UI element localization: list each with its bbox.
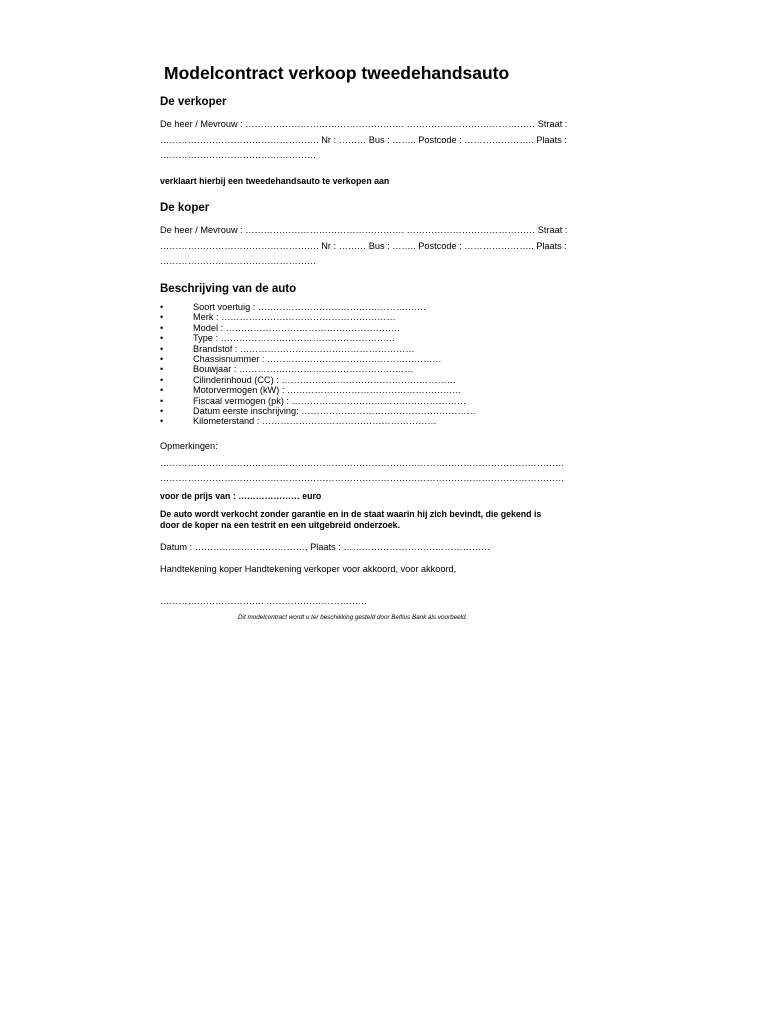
seller-fields: [160, 117, 590, 164]
item-chassis-number: Chassisnummer : …………………………………………………: [193, 354, 442, 365]
item-type: Type : …………………………………………………: [193, 333, 396, 344]
list-item: [160, 406, 476, 416]
signature-lines: ……………………………. ……………………………: [160, 596, 368, 606]
vehicle-details-list: [160, 302, 476, 427]
footnote: Dit modelcontract wordt u ter beschikking gesteld door Belfius Bank als voorbeeld.: [238, 614, 468, 621]
list-item: [160, 333, 476, 343]
buyer-fields: [160, 223, 590, 270]
bullet-icon: •: [160, 322, 164, 333]
item-build-year: Bouwjaar : …………………………………………………: [193, 364, 414, 375]
item-model: Model : …………………………………………………: [193, 322, 401, 333]
remarks-line-1: ……………………………………………………………………………………………………………………: [160, 458, 565, 468]
list-item: [160, 375, 476, 385]
list-item: [160, 385, 476, 395]
list-item: [160, 396, 476, 406]
document-title: Modelcontract verkoop tweedehandsauto: [164, 63, 510, 83]
buyer-line-place: ……………………………………………: [160, 256, 317, 266]
bullet-icon: •: [160, 333, 164, 344]
item-fiscal-power: Fiscaal vermogen (pk) : …………………………………………………: [193, 395, 467, 406]
item-first-registration: Datum eerste inschrijving: …………………………………………………: [193, 406, 476, 417]
list-item: [160, 416, 476, 426]
date-place-line: Datum : ………………………………, Plaats : …………………………………………: [160, 542, 491, 552]
bullet-icon: •: [160, 374, 164, 385]
list-item: [160, 344, 476, 354]
signatures-label: Handtekening koper Handtekening verkoper voor akkoord, voor akkoord,: [160, 564, 457, 574]
bullet-icon: •: [160, 364, 164, 375]
bullet-icon: •: [160, 343, 164, 354]
item-vehicle-type: Soort voertuig : ……………………………………………….: [193, 302, 426, 312]
bullet-icon: •: [160, 302, 164, 312]
item-mileage: Kilometerstand : …………………………………………………: [193, 416, 437, 427]
list-item: [160, 302, 476, 312]
bullet-icon: •: [160, 416, 164, 427]
list-item: [160, 323, 476, 333]
list-item: [160, 364, 476, 374]
remarks-label: Opmerkingen:: [160, 441, 218, 451]
seller-line-name: De heer / Mevrouw : ……………………………………………. …………………………………… Straat :: [160, 119, 568, 129]
seller-line-address: ……………………………………………. Nr : ……… Bus : …….. Postcode : ………………….. Plaats :: [160, 134, 567, 145]
buyer-heading: De koper: [160, 202, 210, 214]
remarks-line-2: ……………………………………………………………………………………………………………………: [160, 473, 565, 483]
bullet-icon: •: [160, 395, 164, 406]
bullet-icon: •: [160, 385, 164, 396]
declaration-text: verklaart hierbij een tweedehandsauto te verkopen aan: [160, 176, 390, 186]
list-item: [160, 354, 476, 364]
description-heading: Beschrijving van de auto: [160, 283, 297, 295]
buyer-line-name: De heer / Mevrouw : ……………………………………………. …………………………………… Straat :: [160, 225, 568, 235]
seller-heading: De verkoper: [160, 96, 227, 108]
list-item: [160, 312, 476, 322]
item-engine-power: Motorvermogen (kW) : …………………………………………………: [193, 385, 462, 396]
guarantee-line-1: De auto wordt verkocht zonder garantie en in de staat waarin hij zich bevindt, die gekend is: [160, 509, 542, 519]
price-line: voor de prijs van : ………………… euro: [160, 491, 322, 501]
seller-line-place: ……………………………………………: [160, 150, 317, 160]
bullet-icon: •: [160, 354, 164, 365]
bullet-icon: •: [160, 312, 164, 323]
item-brand: Merk : …………………………………………………: [193, 312, 396, 323]
guarantee-line-2: door de koper na een testrit en een uitgebreid onderzoek.: [160, 520, 401, 530]
bullet-icon: •: [160, 406, 164, 417]
item-fuel: Brandstof : …………………………………………………: [193, 343, 415, 354]
item-engine-capacity: Cilinderinhoud (CC) : …………………………………………………: [193, 374, 456, 385]
buyer-line-address: ……………………………………………. Nr : ……… Bus : …….. Postcode : ………………….. Plaats :: [160, 240, 567, 251]
